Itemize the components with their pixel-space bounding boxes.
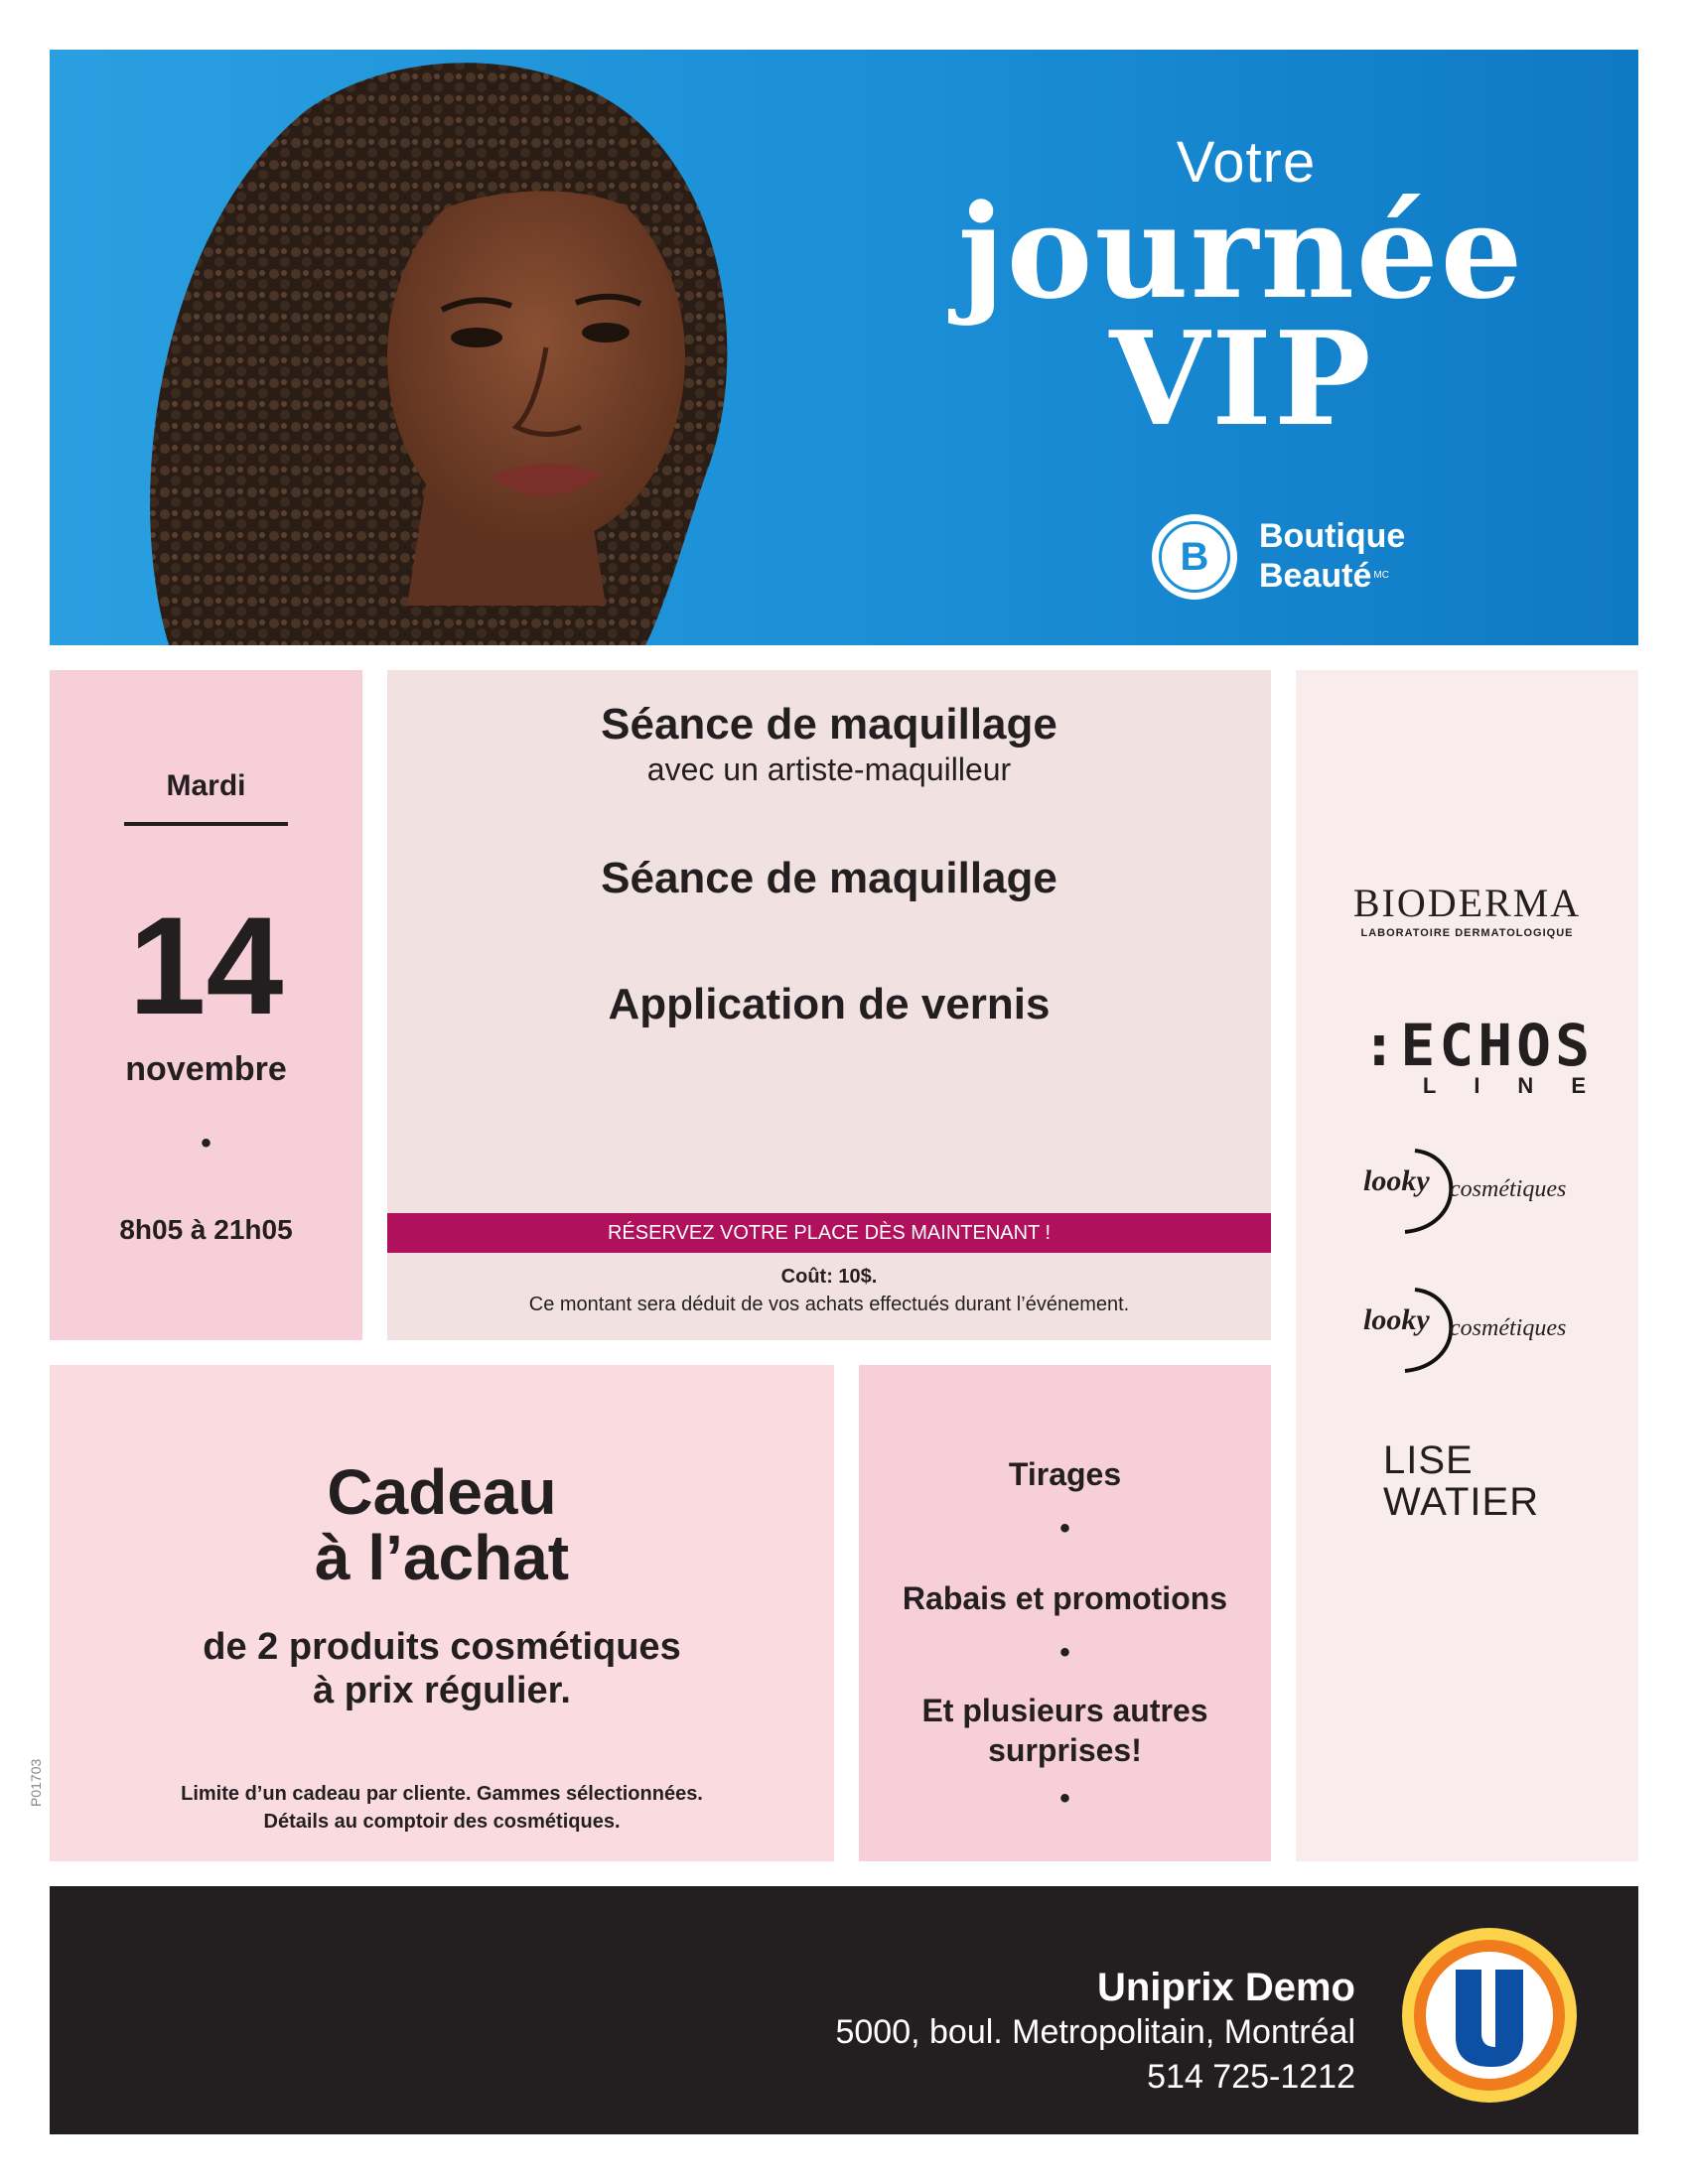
looky-cosmetiques-logo: looky cosmétiques xyxy=(1355,1286,1594,1375)
service-makeup-artist: Séance de maquillage xyxy=(601,700,1057,749)
store-phone: 514 725-1212 xyxy=(1147,2058,1355,2096)
boutique-beaute-logo xyxy=(1152,506,1450,606)
extra-surprises: Et plusieurs autres surprises! xyxy=(921,1693,1208,1768)
reserve-banner: RÉSERVEZ VOTRE PLACE DÈS MAINTENANT ! xyxy=(387,1213,1271,1253)
document-code: P01703 xyxy=(28,1758,44,1807)
service-cost-note: Ce montant sera déduit de vos achats effectués durant l’événement. xyxy=(528,1294,1130,1315)
date-panel xyxy=(50,670,362,1340)
uniprix-logo-icon xyxy=(1400,1926,1579,2105)
hero-title-votre: Votre xyxy=(1176,130,1317,195)
boutique-text xyxy=(1259,516,1405,596)
brands-panel xyxy=(1296,670,1638,1861)
echos-line-logo: :ECHOS LINE xyxy=(1361,1012,1623,1098)
gift-title: Cadeau à l’achat xyxy=(314,1456,570,1593)
hero-title-vip: VIP xyxy=(1109,303,1373,455)
extra-bullet: • xyxy=(1059,1782,1070,1815)
gift-conditions: Limite d’un cadeau par cliente. Gammes sélectionnées. Détails au comptoir des cosmétiques. xyxy=(181,1783,703,1833)
extra-bullet: • xyxy=(1059,1512,1070,1545)
bioderma-logo: BIODERMA LABORATOIRE DERMATOLOGIQUE xyxy=(1352,881,1582,939)
gift-subtitle: de 2 produits cosmétiques à prix régulier. xyxy=(203,1626,681,1711)
event-month: novembre xyxy=(125,1050,287,1088)
event-hours: 8h05 à 21h05 xyxy=(119,1214,293,1245)
boutique-badge-icon: B xyxy=(1152,514,1237,600)
boutique-line2: Beauté $^{MC}$ xyxy=(1259,557,1389,595)
hero-banner xyxy=(50,50,1638,645)
services-panel xyxy=(387,670,1271,1340)
lise-watier-logo: LISE WATIER xyxy=(1383,1438,1540,1524)
date-divider xyxy=(124,822,288,826)
event-day: Mardi xyxy=(166,769,246,802)
extra-draws: Tirages xyxy=(1008,1456,1122,1492)
trademark-mark: MC xyxy=(1373,570,1389,581)
boutique-line1: Boutique xyxy=(1259,517,1406,555)
service-nail-polish: Application de vernis xyxy=(608,980,1051,1028)
service-cost: Coût: 10$. xyxy=(780,1266,878,1288)
hero-title-journee: journée xyxy=(957,176,1525,328)
hero-title xyxy=(904,176,1579,455)
service-makeup: Séance de maquillage xyxy=(601,854,1057,902)
store-footer xyxy=(50,1886,1638,2134)
store-name: Uniprix Demo xyxy=(1096,1966,1355,2009)
extra-discounts: Rabais et promotions xyxy=(902,1580,1228,1616)
store-address: 5000, boul. Metropolitain, Montréal xyxy=(835,2013,1355,2051)
looky-cosmetiques-logo: looky cosmétiques xyxy=(1355,1147,1594,1236)
service-makeup-artist-subtitle: avec un artiste-maquilleur xyxy=(646,751,1012,787)
extras-panel xyxy=(859,1365,1271,1861)
gift-panel xyxy=(50,1365,834,1861)
date-separator: • xyxy=(201,1127,211,1160)
model-portrait-image xyxy=(50,50,904,645)
extra-bullet: • xyxy=(1059,1636,1070,1669)
event-date-number: 14 xyxy=(128,887,284,1043)
